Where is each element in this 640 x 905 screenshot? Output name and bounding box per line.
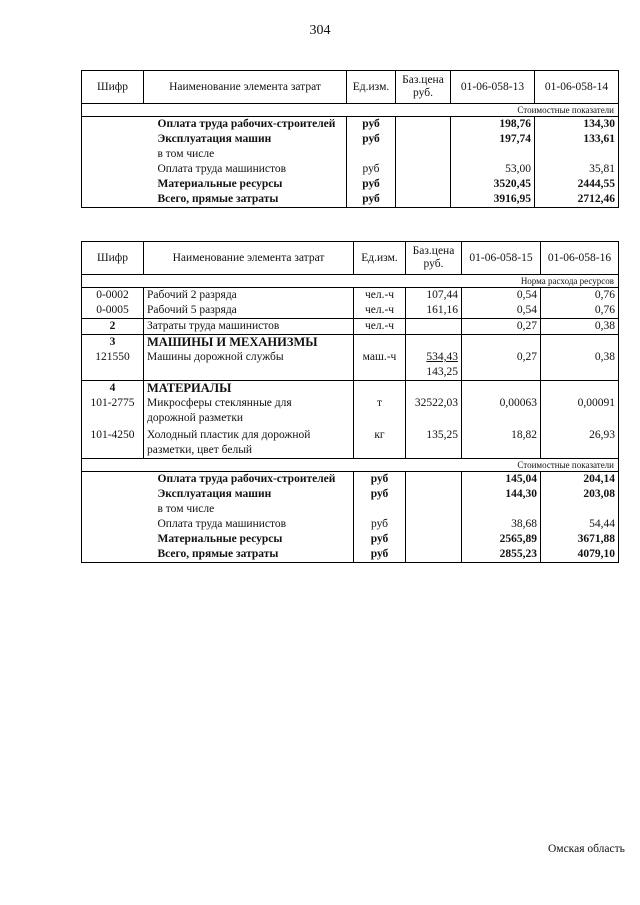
row-name: в том числе (157, 503, 215, 515)
row-value-16: 204,14 (541, 472, 619, 488)
section-title: МАШИНЫ И МЕХАНИЗМЫ (147, 335, 318, 349)
row-name (144, 426, 354, 459)
row-value-14: 133,61 (535, 132, 619, 147)
row-value-15: 0,54 (462, 288, 541, 304)
row-name: в том числе (157, 148, 215, 160)
row-name: Всего, прямые затраты (144, 547, 354, 563)
header-base-price: Баз.цена руб. (396, 71, 451, 104)
row-unit: руб (354, 472, 406, 488)
row-unit: руб (347, 132, 396, 147)
page-number: 304 (309, 23, 331, 38)
header-norm-16: 01-06-058-16 (541, 242, 619, 275)
row-code: 101-2775 (82, 396, 144, 426)
row-name: Оплата труда рабочих-строителей (157, 118, 336, 130)
row-code: 101-4250 (82, 426, 144, 459)
row-unit: чел.-ч (354, 288, 406, 304)
table-row (82, 303, 619, 319)
section-code: 4 (82, 381, 144, 397)
section-row (82, 335, 619, 351)
row-value-15: 145,04 (462, 472, 541, 488)
table-row (82, 192, 619, 208)
row-value-13: 198,76 (451, 117, 535, 133)
table-row (82, 502, 619, 517)
row-value-16: 0,76 (541, 303, 619, 319)
row-value-16: 54,44 (541, 517, 619, 532)
table-row (82, 288, 619, 304)
row-value-13: 197,74 (451, 132, 535, 147)
table-row (82, 132, 619, 147)
row-name: Материальные ресурсы (157, 178, 283, 190)
row-unit: чел.-ч (354, 303, 406, 319)
subheader-norm: Норма расхода ресурсов (82, 275, 619, 288)
row-unit: маш.-ч (354, 350, 406, 381)
row-unit: руб (354, 532, 406, 547)
section-row (82, 381, 619, 397)
table-row (82, 350, 619, 381)
row-value-16: 203,08 (541, 487, 619, 502)
row-unit: кг (354, 426, 406, 459)
subheader-cost: Стоимостные показатели (82, 104, 619, 117)
row-value-16: 3671,88 (541, 532, 619, 547)
row-value-15: 0,00063 (462, 396, 541, 426)
row-value-16: 0,00091 (541, 396, 619, 426)
row-name: Рабочий 2 разряда (147, 289, 237, 301)
row-value-13: 3520,45 (451, 177, 535, 192)
row-name: Рабочий 5 разряда (144, 303, 354, 319)
header-unit: Ед.изм. (354, 242, 406, 275)
row-price (406, 319, 462, 335)
row-code: 0-0002 (82, 288, 144, 304)
row-code: 121550 (82, 350, 144, 381)
header-name: Наименование элемента затрат (144, 71, 347, 104)
row-value-15: 2855,23 (462, 547, 541, 563)
section-code: 3 (82, 335, 144, 351)
row-name: Оплата труда рабочих-строителей (157, 473, 336, 485)
table-row (82, 162, 619, 177)
row-unit: чел.-ч (354, 319, 406, 335)
header-unit: Ед.изм. (347, 71, 396, 104)
row-value-16: 0,38 (541, 319, 619, 335)
row-name-line1: Холодный пластик для дорожной (147, 429, 311, 441)
row-unit: руб (354, 547, 406, 563)
row-price: 135,25 (406, 426, 462, 459)
row-value-13: 3916,95 (451, 192, 535, 208)
row-unit: т (354, 396, 406, 426)
row-name: Эксплуатация машин (157, 133, 272, 145)
row-name-line1: Микросферы стеклянные для (147, 397, 292, 409)
row-name-line2: разметки, цвет белый (147, 444, 253, 456)
row-name: Материальные ресурсы (157, 533, 283, 545)
footer-region: Омская область (548, 843, 625, 855)
header-code: Шифр (82, 71, 144, 104)
row-value-15: 38,68 (462, 517, 541, 532)
table-row (82, 532, 619, 547)
row-value-14: 35,81 (535, 162, 619, 177)
table-row (82, 517, 619, 532)
header-norm-14: 01-06-058-14 (535, 71, 619, 104)
row-price: 107,44 (406, 288, 462, 304)
row-unit: руб (354, 487, 406, 502)
row-price: 32522,03 (406, 396, 462, 426)
cost-table-2 (81, 241, 619, 563)
row-price: 161,16 (406, 303, 462, 319)
table-row (82, 426, 619, 459)
table-row (82, 147, 619, 162)
row-value-14: 2444,55 (535, 177, 619, 192)
row-unit: руб (347, 192, 396, 208)
header-base-price: Баз.цена руб. (406, 242, 462, 275)
table-row (82, 319, 619, 335)
row-value-16: 26,93 (541, 426, 619, 459)
row-value-14: 134,30 (535, 117, 619, 133)
row-name: Оплата труда машинистов (157, 163, 287, 175)
row-name: Всего, прямые затраты (144, 192, 347, 208)
row-name: Эксплуатация машин (157, 488, 272, 500)
section-title: МАТЕРИАЛЫ (147, 381, 232, 395)
cost-table-1 (81, 70, 619, 208)
header-norm-15: 01-06-058-15 (462, 242, 541, 275)
row-value-15: 0,27 (462, 319, 541, 335)
row-unit: руб (347, 162, 396, 177)
table-row (82, 472, 619, 488)
row-value-15: 18,82 (462, 426, 541, 459)
row-value-14: 2712,46 (535, 192, 619, 208)
row-value-16: 0,38 (541, 350, 619, 381)
row-value-13: 53,00 (451, 162, 535, 177)
subheader-cost: Стоимостные показатели (82, 459, 619, 472)
row-name-line2: дорожной разметки (147, 412, 244, 424)
row-price (406, 350, 462, 381)
table-row (82, 177, 619, 192)
row-name (144, 396, 354, 426)
row-unit: руб (354, 517, 406, 532)
row-unit: руб (347, 177, 396, 192)
row-name: Машины дорожной службы (144, 350, 354, 381)
row-value-15: 0,54 (462, 303, 541, 319)
row-code: 0-0005 (82, 303, 144, 319)
row-value-15: 0,27 (462, 350, 541, 381)
header-code: Шифр (82, 242, 144, 275)
table-row (82, 487, 619, 502)
row-name: Затраты труда машинистов (144, 319, 354, 335)
machine-price: 534,43 (426, 351, 458, 363)
header-norm-13: 01-06-058-13 (451, 71, 535, 104)
row-value-16: 4079,10 (541, 547, 619, 563)
row-value-15: 144,30 (462, 487, 541, 502)
row-unit: руб (347, 117, 396, 133)
table-row (82, 547, 619, 563)
row-value-16: 0,76 (541, 288, 619, 304)
row-value-15: 2565,89 (462, 532, 541, 547)
table-row (82, 117, 619, 133)
row-code: 2 (82, 319, 144, 335)
row-name: Оплата труда машинистов (157, 518, 287, 530)
table-row (82, 396, 619, 426)
header-name: Наименование элемента затрат (144, 242, 354, 275)
machine-price-driver: 143,25 (426, 366, 458, 378)
